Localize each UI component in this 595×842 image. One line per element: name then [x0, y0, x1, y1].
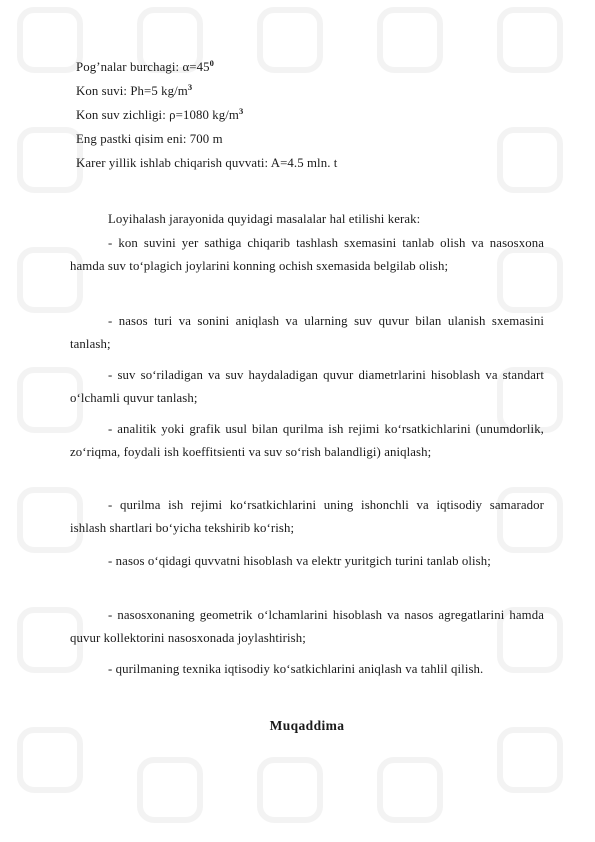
param-water-density: [76, 108, 243, 123]
param-annual-capacity-text: Karer yillik ishlab chiqarish quvvati: A=4.5 mln. t: [76, 156, 338, 170]
param-bottom-width: [76, 132, 223, 147]
param-step-angle-sup: 0: [209, 58, 214, 68]
section-heading: Muqaddima: [269, 718, 345, 733]
param-bottom-width-text: Eng pastki qisim eni: 700 m: [76, 132, 223, 146]
task-item: - nasos o‘qidagi quvvatni hisoblash va elektr yuritgich turini tanlab olish;: [108, 554, 491, 568]
task-item: - suv so‘riladigan va suv haydaladigan quvur diametrlarini hisoblash va standart o‘lchamli quvur tanlash;: [70, 368, 544, 405]
task-item: - qurilma ish rejimi ko‘rsatkichlarini uning ishonchli va iqtisodiy samarador ishlash shartlari bo‘yicha tekshirib ko‘rish;: [70, 498, 544, 535]
param-step-angle: [76, 60, 214, 75]
task-item: - nasosxonaning geometrik o‘lchamlarini hisoblash va nasos agregatlarini hamda quvur kollektorini nasosxonada joylashtirish;: [70, 608, 544, 645]
task-item: - analitik yoki grafik usul bilan qurilma ish rejimi ko‘rsatkichlarini (unumdorlik, zo‘riqma, foydali ish koeffitsienti va suv so‘rish balandligi) aniqlash;: [70, 422, 544, 459]
intro-paragraph: Loyihalash jarayonida quyidagi masalalar hal etilishi kerak:: [108, 212, 421, 226]
param-water-density-text: Kon suv zichligi: ρ=1080 kg/m: [76, 108, 239, 122]
param-annual-capacity: [76, 156, 337, 171]
task-item: - qurilmaning texnika iqtisodiy ko‘satkichlarini aniqlash va tahlil qilish.: [108, 662, 484, 676]
param-step-angle-text: Pog’nalar burchagi: α=45: [76, 60, 210, 74]
param-mine-water-text: Kon suvi: Ph=5 kg/m: [76, 84, 188, 98]
param-mine-water: [76, 84, 192, 99]
param-water-density-sup: 3: [238, 106, 244, 116]
task-item: - nasos turi va sonini aniqlash va ularning suv quvur bilan ulanish sxemasini tanlash;: [70, 314, 544, 351]
param-mine-water-sup: 3: [187, 82, 193, 92]
task-item: - kon suvini yer sathiga chiqarib tashlash sxemasini tanlab olish va nasosxona hamda suv to‘plagich joylarini konning ochish sxemasida belgilab olish;: [70, 236, 544, 273]
